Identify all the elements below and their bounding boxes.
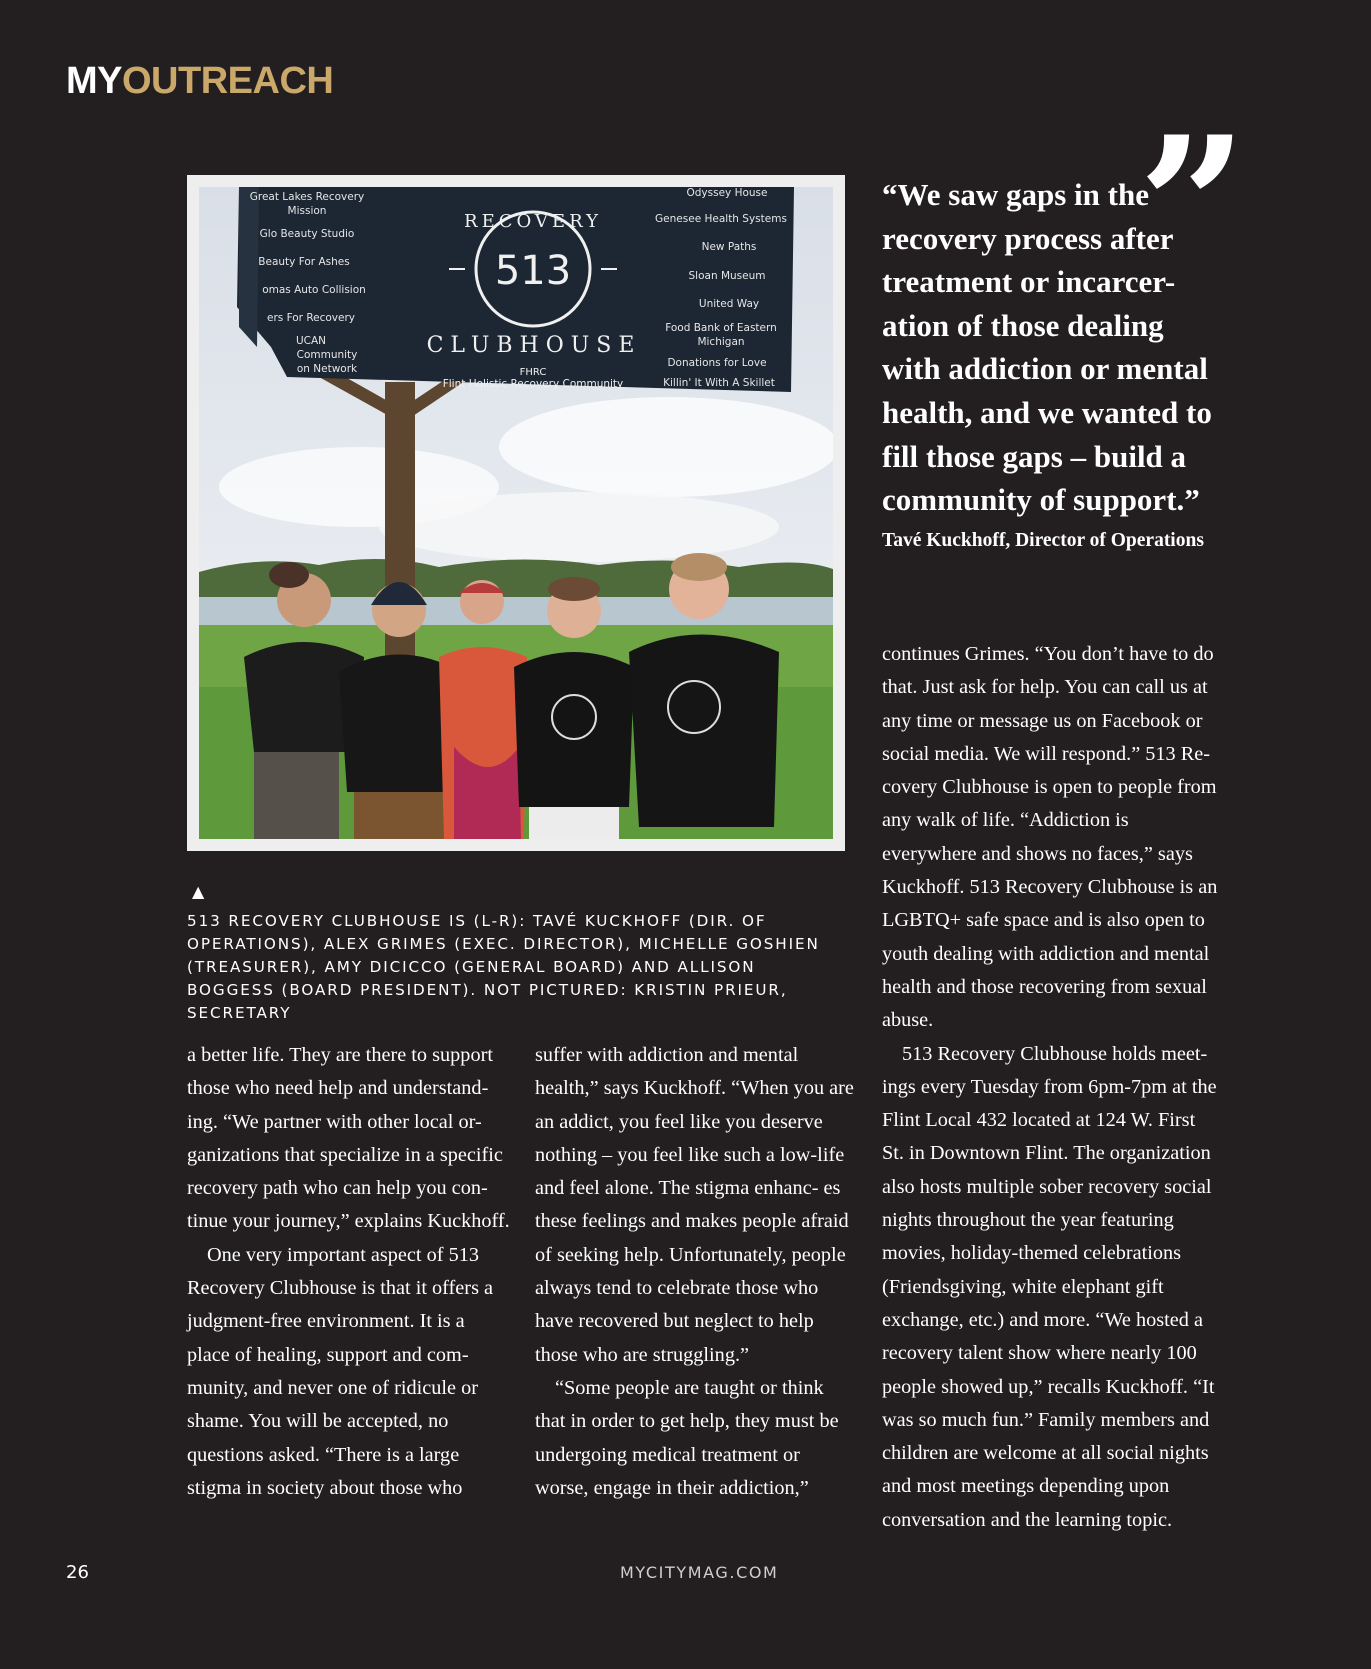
photo-caption: 513 RECOVERY CLUBHOUSE IS (L-R): TAVÉ KUCKHOFF (DIR. OF OPERATIONS), ALEX GRIMES (EXEC. DIRECTOR), MICHELLE GOSHIEN (TREASURER), AMY DICICCO (GENERAL BOARD) AND ALLISON BOGGESS (BOARD PRESIDENT). NOT PICTURED: KRISTIN PRIEUR, SECRETARY [187, 912, 820, 1022]
body-paragraph: 513 Recovery Clubhouse holds meet- ings every Tuesday from 6pm-7pm at the Flint Local 432 located at 124 W. First St. in Downtown Flint. The organization also hosts multiple sober recovery social nights throughout the year featuring movies, holiday-themed celebrations (Friendsgiving, white elephant gift exchange, etc.) and more. “We hosted a recovery talent show where nearly 100 people showed up,” recalls Kuckhoff. “It was so much fun.” Family members and children are welcome at all social nights and most meetings depending upon conversation and the learning topic. [882, 1042, 1217, 1531]
sign-subtext: FHRC [519, 367, 547, 378]
sign-sponsor: Killin' It With A Skillet [663, 377, 775, 389]
sign-sponsor: Mission [287, 205, 327, 217]
site-url: MYCITYMAG.COM [620, 1563, 779, 1582]
section-title: OUTREACH [122, 60, 334, 102]
sign-sponsor: Great Lakes Recovery [249, 191, 365, 203]
quote-attribution: Tavé Kuckhoff, Director of Operations [882, 530, 1204, 551]
sign-arc-text: RECOVERY [464, 211, 602, 232]
sign-sponsor: New Paths [701, 241, 757, 253]
pull-quote: “We saw gaps in the recovery process after treatment or incarcer- ation of those dealing with addiction or mental health, and we wanted to fill those gaps – build a community of support.” [882, 177, 1212, 518]
sign-subtext: Flint Holistic Recovery Community [442, 378, 624, 390]
sign-sponsor: Beauty For Ashes [258, 256, 350, 268]
body-paragraph: suffer with addiction and mental health,” says Kuckhoff. “When you are an addict, you feel like you deserve nothing – you feel like such a low-life and feel alone. The stigma enhanc- es these feelings and makes people afraid of seeking help. Unfortunately, people always tend to celebrate those who have recovered but neglect to help those who are struggling.” [535, 1044, 854, 1366]
photo-illustration [199, 187, 833, 839]
sign-sponsor: United Way [698, 298, 760, 310]
sign-sponsor: on Network [296, 363, 358, 375]
section-prefix: MY [66, 60, 122, 102]
page-number: 26 [66, 1562, 89, 1583]
body-column-2 [535, 1039, 855, 1505]
group-photo [187, 175, 845, 851]
section-header [66, 62, 333, 100]
sign-sponsor: Community [296, 349, 358, 361]
body-paragraph: “Some people are taught or think that in order to get help, they must be undergoing medical treatment or worse, engage in their addiction,” [535, 1376, 839, 1499]
sign-sponsor: ers For Recovery [266, 312, 356, 324]
sign-sponsor: Genesee Health Systems [655, 213, 787, 225]
body-paragraph: One very important aspect of 513 Recovery Clubhouse is that it offers a judgment-free environment. It is a place of healing, support and com- munity, and never one of ridicule or shame. You will be accepted, no questions asked. “There is a large stigma in society about those who [187, 1243, 494, 1499]
caption-arrow-icon: ▲ [192, 882, 205, 901]
body-paragraph: continues Grimes. “You don’t have to do that. Just ask for help. You can call us at any time or message us on Facebook or social media. We will respond.” 513 Re- covery Clubhouse is open to people from any walk of life. “Addiction is everywhere and shows no faces,” says Kuckhoff. 513 Recovery Clubhouse is an LGBTQ+ safe space and is also open to youth dealing with addiction and mental health and those recovering from sexual abuse. [882, 643, 1218, 1032]
sign-sponsor: Sloan Museum [688, 270, 766, 282]
body-column-1 [187, 1039, 512, 1505]
sign-number: 513 [494, 248, 572, 294]
sign-sponsor: Michigan [697, 336, 745, 348]
sign-sponsor: UCAN [295, 335, 327, 347]
body-column-3 [882, 638, 1222, 1537]
sign-sponsor: omas Auto Collision [262, 284, 366, 296]
body-paragraph: a better life. They are there to support those who need help and understand- ing. “We partner with other local or- ganizations that specialize in a specific recovery path who can help you con- tinue your journey,” explains Kuckhoff. [187, 1044, 510, 1233]
sign-sponsor: Odyssey House [686, 187, 768, 199]
sign-sponsor: Donations for Love [667, 357, 767, 369]
sign-wordmark: CLUBHOUSE [426, 333, 642, 358]
closing-quote-icon: ” [1138, 95, 1248, 318]
sign-sponsor: Food Bank of Eastern [665, 322, 777, 334]
sign-sponsor: Glo Beauty Studio [259, 228, 355, 240]
